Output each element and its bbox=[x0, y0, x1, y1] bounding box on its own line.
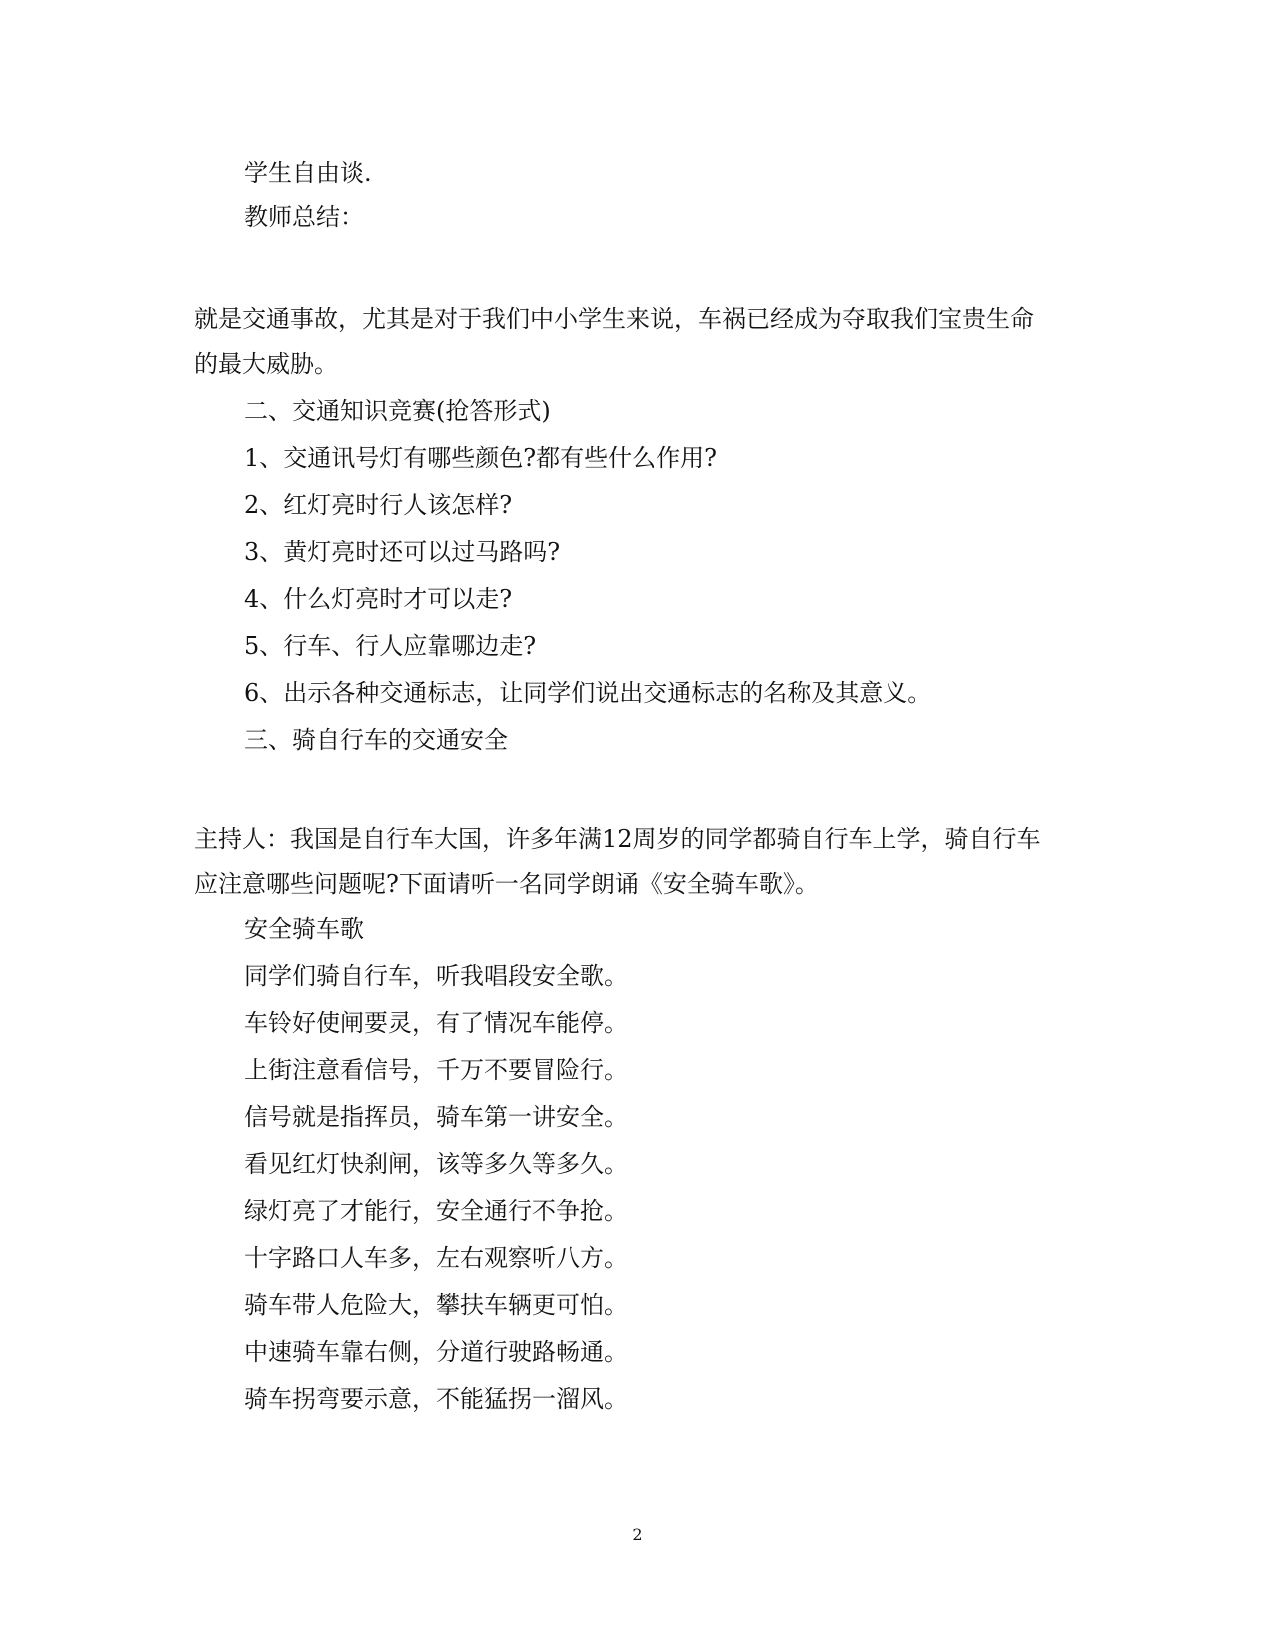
poem-line: 绿灯亮了才能行，安全通行不争抢。 bbox=[244, 1197, 628, 1225]
quiz-question-1: 1、交通讯号灯有哪些颜色?都有些什么作用? bbox=[244, 444, 718, 472]
paragraph-host-line-1: 主持人：我国是自行车大国，许多年满12周岁的同学都骑自行车上学，骑自行车 bbox=[194, 825, 1041, 853]
poem-title: 安全骑车歌 bbox=[244, 915, 364, 943]
paragraph-teacher-summary: 教师总结： bbox=[244, 203, 364, 231]
section-heading-bicycle-safety: 三、骑自行车的交通安全 bbox=[244, 726, 508, 754]
page-number: 2 bbox=[632, 1525, 643, 1544]
poem-line: 信号就是指挥员，骑车第一讲安全。 bbox=[244, 1103, 628, 1131]
section-heading-quiz: 二、交通知识竞赛(抢答形式) bbox=[244, 397, 551, 425]
quiz-question-4: 4、什么灯亮时才可以走? bbox=[244, 585, 513, 613]
poem-line: 同学们骑自行车，听我唱段安全歌。 bbox=[244, 962, 628, 990]
poem-line: 骑车拐弯要示意，不能猛拐一溜风。 bbox=[244, 1385, 628, 1413]
poem-line: 十字路口人车多，左右观察听八方。 bbox=[244, 1244, 628, 1272]
quiz-question-6: 6、出示各种交通标志，让同学们说出交通标志的名称及其意义。 bbox=[244, 679, 932, 707]
poem-line: 车铃好使闸要灵，有了情况车能停。 bbox=[244, 1009, 628, 1037]
paragraph-free-talk: 学生自由谈. bbox=[244, 159, 372, 187]
paragraph-accident-line-2: 的最大威胁。 bbox=[194, 350, 338, 378]
quiz-question-2: 2、红灯亮时行人该怎样? bbox=[244, 491, 513, 519]
poem-line: 看见红灯快刹闸，该等多久等多久。 bbox=[244, 1150, 628, 1178]
poem-line: 中速骑车靠右侧，分道行驶路畅通。 bbox=[244, 1338, 628, 1366]
paragraph-accident-line-1: 就是交通事故，尤其是对于我们中小学生来说，车祸已经成为夺取我们宝贵生命 bbox=[194, 305, 1034, 333]
quiz-question-3: 3、黄灯亮时还可以过马路吗? bbox=[244, 538, 561, 566]
paragraph-host-line-2: 应注意哪些问题呢?下面请听一名同学朗诵《安全骑车歌》。 bbox=[194, 870, 819, 898]
poem-line: 骑车带人危险大，攀扶车辆更可怕。 bbox=[244, 1291, 628, 1319]
quiz-question-5: 5、行车、行人应靠哪边走? bbox=[244, 632, 537, 660]
poem-line: 上街注意看信号，千万不要冒险行。 bbox=[244, 1056, 628, 1084]
